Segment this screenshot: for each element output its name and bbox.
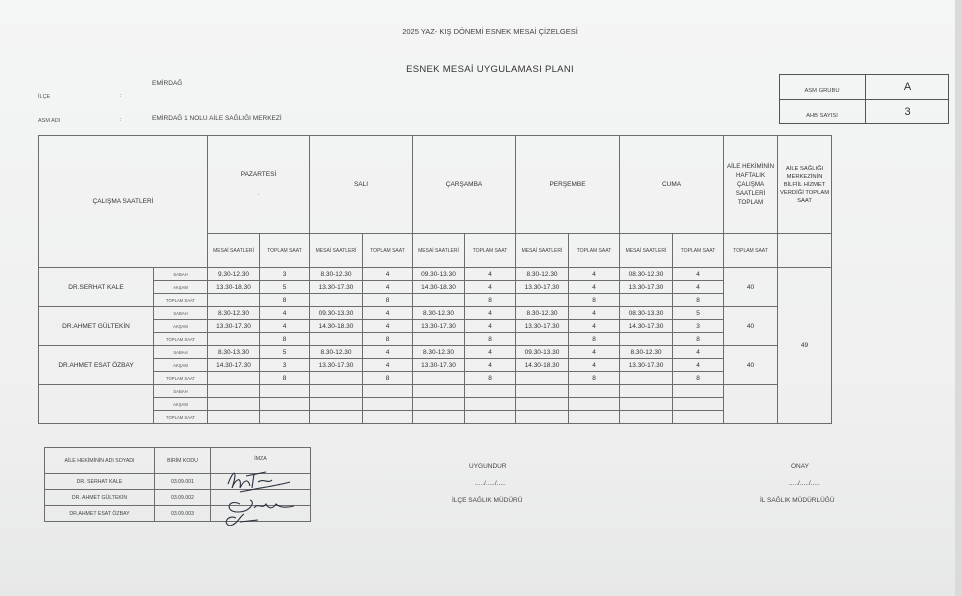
sig-header-name: AİLE HEKİMİNİN ADI SOYADI	[45, 448, 155, 474]
ilce-colon: :	[120, 93, 122, 99]
hours-count: 4	[673, 268, 724, 281]
day-total: 8	[260, 294, 310, 307]
mesai-hours: 8.30-12.30	[310, 268, 363, 281]
mesai-header: MESAİ SAATLERİ	[516, 234, 569, 268]
hours-count	[260, 385, 310, 398]
hours-count: 4	[465, 281, 516, 294]
sig-header-imza: İMZA	[211, 448, 311, 474]
day-total: 8	[465, 294, 516, 307]
day-total	[260, 411, 310, 424]
toplam-header: TOPLAM SAAT	[465, 234, 516, 268]
sig-header-code: BİRİM KODU	[155, 448, 211, 474]
day-total	[363, 411, 413, 424]
mesai-cell	[620, 372, 673, 385]
mesai-hours: 14.30-18.30	[413, 281, 465, 294]
weekly-total: 40	[724, 346, 778, 385]
hours-count	[363, 398, 413, 411]
hours-count: 3	[260, 268, 310, 281]
hours-count: 4	[465, 268, 516, 281]
asm-grubu-label: ASM GRUBU	[804, 88, 840, 94]
day-total: 8	[465, 372, 516, 385]
day-total	[569, 411, 620, 424]
doctor-name: DR.AHMET ESAT ÖZBAY	[39, 346, 154, 385]
day-header-persembe: PERŞEMBE	[516, 136, 620, 234]
ilce-mudur-label: İLÇE SAĞLIK MÜDÜRÜ	[452, 497, 523, 504]
hours-count: 4	[673, 359, 724, 372]
onay-label: ONAY	[791, 463, 809, 470]
hours-count: 5	[260, 346, 310, 359]
mesai-hours: 8.30-12.30	[310, 346, 363, 359]
mesai-hours: 14.30-17.30	[208, 359, 260, 372]
day-total: 8	[363, 333, 413, 346]
mesai-hours: 13.30-17.30	[310, 359, 363, 372]
sig-code: 03.09.003	[155, 506, 211, 522]
doctor-name: DR.SERHAT KALE	[39, 268, 154, 307]
mesai-hours: 9.30-12.30	[208, 268, 260, 281]
row-label-aksam: AKŞAM	[154, 398, 208, 411]
mesai-hours: 13.30-17.30	[516, 281, 569, 294]
mesai-header: MESAİ SAATLERİ	[208, 234, 260, 268]
uygundur-date: ...../...../.....	[475, 480, 506, 487]
hours-count: 4	[673, 281, 724, 294]
row-label-toplam: TOPLAM SAAT	[154, 411, 208, 424]
row-label-toplam: TOPLAM SAAT	[154, 294, 208, 307]
mesai-cell	[413, 333, 465, 346]
day-total: 8	[569, 372, 620, 385]
weekly-total	[724, 385, 778, 424]
day-total: 8	[673, 333, 724, 346]
day-header-cuma: CUMA	[620, 136, 724, 234]
ahb-value: 3	[865, 100, 949, 124]
handwritten-signatures	[210, 464, 310, 526]
mesai-cell	[413, 372, 465, 385]
mesai-cell	[208, 372, 260, 385]
weekly-toplam-header: TOPLAM SAAT	[724, 234, 778, 268]
hours-count: 4	[465, 346, 516, 359]
mesai-cell	[516, 333, 569, 346]
hours-count: 4	[569, 281, 620, 294]
group-box	[779, 74, 949, 124]
day-total: 8	[569, 294, 620, 307]
day-total: 8	[363, 372, 413, 385]
sig-code: 03.09.001	[155, 474, 211, 490]
weekly-total-header: AİLE HEKİMİNİN HAFTALIK ÇALIŞMA SAATLERİ TOPLAM	[724, 136, 778, 234]
hours-count: 4	[363, 320, 413, 333]
mesai-header: MESAİ SAATLERİ	[413, 234, 465, 268]
mesai-cell	[310, 294, 363, 307]
hours-count	[465, 385, 516, 398]
il-mudur-label: İL SAĞLIK MÜDÜRLÜĞÜ	[760, 497, 835, 504]
sig-name: DR.AHMET ESAT ÖZBAY	[45, 506, 155, 522]
sig-code: 03.09.002	[155, 490, 211, 506]
hours-count: 4	[569, 320, 620, 333]
mesai-hours: 8.30-12.30	[516, 268, 569, 281]
hours-count: 4	[569, 346, 620, 359]
hours-count: 5	[260, 281, 310, 294]
plan-title: ESNEK MESAİ UYGULAMASI PLANI	[406, 64, 574, 75]
row-label-aksam: AKŞAM	[154, 320, 208, 333]
hours-count: 4	[569, 268, 620, 281]
asm-total-blank	[778, 234, 832, 268]
onay-date: ...../...../.....	[789, 480, 820, 487]
mesai-hours	[208, 398, 260, 411]
mesai-hours: 8.30-13.30	[208, 346, 260, 359]
asm-value: EMİRDAĞ 1 NOLU AİLE SAĞLIĞI MERKEZİ	[152, 115, 282, 122]
day-header-sali: SALI	[310, 136, 413, 234]
mesai-hours: 13.30-17.30	[620, 359, 673, 372]
mesai-cell	[620, 411, 673, 424]
hours-count: 4	[260, 320, 310, 333]
day-label: PAZARTESİ	[240, 171, 277, 178]
hours-count: 4	[363, 281, 413, 294]
hours-count	[465, 398, 516, 411]
mesai-hours: 13.30-17.30	[516, 320, 569, 333]
mesai-hours: 09.30-13.30	[516, 346, 569, 359]
hours-count	[673, 398, 724, 411]
hours-count: 4	[673, 346, 724, 359]
hours-count: 5	[673, 307, 724, 320]
calisma-header: ÇALIŞMA SAATLERİ	[39, 136, 208, 268]
hours-count: 3	[673, 320, 724, 333]
row-label-sabah: SABAH	[154, 385, 208, 398]
mesai-hours	[310, 385, 363, 398]
hours-count: 4	[465, 359, 516, 372]
mesai-hours: 13.30-17.30	[208, 320, 260, 333]
hours-count: 4	[465, 320, 516, 333]
mesai-cell	[208, 333, 260, 346]
mesai-cell	[208, 411, 260, 424]
hours-count: 4	[569, 359, 620, 372]
row-label-sabah: SABAH	[154, 307, 208, 320]
mesai-hours: 13.30-17.30	[413, 320, 465, 333]
toplam-header: TOPLAM SAAT	[569, 234, 620, 268]
mesai-cell	[516, 294, 569, 307]
schedule-table	[38, 135, 832, 424]
hours-count	[569, 398, 620, 411]
doctor-name	[39, 385, 154, 424]
mesai-hours	[620, 385, 673, 398]
day-total: 8	[465, 333, 516, 346]
ilce-value: EMİRDAĞ	[152, 80, 183, 87]
mesai-hours: 14.30-18.30	[516, 359, 569, 372]
uygundur-label: UYGUNDUR	[469, 463, 507, 470]
toplam-header: TOPLAM SAAT	[673, 234, 724, 268]
mesai-hours: 8.30-12.30	[208, 307, 260, 320]
mesai-cell	[516, 411, 569, 424]
ilce-label: İLÇE	[38, 94, 51, 100]
mesai-hours: 14.30-18.30	[310, 320, 363, 333]
hours-count: 4	[363, 307, 413, 320]
hours-count: 4	[569, 307, 620, 320]
mesai-hours	[310, 398, 363, 411]
mesai-hours	[620, 398, 673, 411]
mesai-header: MESAİ SAATLERİ	[620, 234, 673, 268]
hours-count: 4	[465, 307, 516, 320]
mesai-hours: 09.30-13.30	[413, 268, 465, 281]
weekly-total: 40	[724, 307, 778, 346]
mesai-hours: 13.30-18.30	[208, 281, 260, 294]
toplam-header: TOPLAM SAAT	[363, 234, 413, 268]
mesai-hours: 8.30-12.30	[620, 346, 673, 359]
day-header-carsamba: ÇARŞAMBA	[413, 136, 516, 234]
hours-count: 4	[363, 346, 413, 359]
mesai-hours: 08.30-13.30	[620, 307, 673, 320]
period-title: 2025 YAZ- KIŞ DÖNEMİ ESNEK MESAİ ÇİZELGESİ	[402, 27, 578, 36]
day-header-pazartesi	[208, 136, 310, 234]
mesai-cell	[413, 294, 465, 307]
mesai-cell	[516, 372, 569, 385]
mesai-cell	[620, 294, 673, 307]
asm-label: ASM ADI	[38, 118, 61, 124]
day-total: 8	[673, 372, 724, 385]
mesai-cell	[413, 411, 465, 424]
ahb-label: AHB SAYISI	[806, 113, 838, 119]
mesai-cell	[208, 294, 260, 307]
mesai-cell	[310, 372, 363, 385]
mesai-hours: 8.30-12.30	[516, 307, 569, 320]
hours-count	[363, 385, 413, 398]
day-total: 8	[260, 372, 310, 385]
toplam-header: TOPLAM SAAT	[260, 234, 310, 268]
mesai-header: MESAİ SAATLERİ	[310, 234, 363, 268]
mesai-hours	[413, 398, 465, 411]
mesai-hours: 08.30-12.30	[620, 268, 673, 281]
row-label-sabah: SABAH	[154, 346, 208, 359]
sig-name: DR. SERHAT KALE	[45, 474, 155, 490]
hours-count: 4	[363, 268, 413, 281]
hours-count	[673, 385, 724, 398]
hours-count: 4	[363, 359, 413, 372]
mesai-hours: 14.30-17.30	[620, 320, 673, 333]
row-label-aksam: AKŞAM	[154, 359, 208, 372]
weekly-total: 40	[724, 268, 778, 307]
hours-count	[569, 385, 620, 398]
day-total	[673, 411, 724, 424]
mesai-hours	[413, 385, 465, 398]
row-label-aksam: AKŞAM	[154, 281, 208, 294]
mesai-cell	[620, 333, 673, 346]
day-dot: ·	[257, 192, 260, 198]
asm-grubu-value: A	[865, 75, 949, 99]
mesai-hours	[516, 398, 569, 411]
asm-colon: :	[120, 117, 122, 123]
day-total: 8	[363, 294, 413, 307]
sig-name: DR. AHMET GÜLTEKİN	[45, 490, 155, 506]
row-label-toplam: TOPLAM SAAT	[154, 372, 208, 385]
hours-count	[260, 398, 310, 411]
mesai-hours: 13.30-17.30	[620, 281, 673, 294]
day-total: 8	[673, 294, 724, 307]
day-total: 8	[260, 333, 310, 346]
day-total	[465, 411, 516, 424]
asm-total-value: 49	[778, 268, 832, 424]
mesai-hours	[208, 385, 260, 398]
mesai-hours: 09.30-13.30	[310, 307, 363, 320]
mesai-hours: 13.30-17.30	[413, 359, 465, 372]
mesai-hours	[516, 385, 569, 398]
page-edge	[955, 0, 962, 596]
row-label-sabah: SABAH	[154, 268, 208, 281]
mesai-hours: 8.30-12.30	[413, 307, 465, 320]
mesai-hours: 13.30-17.30	[310, 281, 363, 294]
hours-count: 3	[260, 359, 310, 372]
mesai-cell	[310, 411, 363, 424]
hours-count: 4	[260, 307, 310, 320]
asm-total-header: AİLE SAĞLIĞI MERKEZİNİN BİLFİİL HİZMET VERDİĞİ TOPLAM SAAT	[778, 136, 832, 234]
mesai-hours: 8.30-12.30	[413, 346, 465, 359]
day-total: 8	[569, 333, 620, 346]
doctor-name: DR.AHMET GÜLTEKİN	[39, 307, 154, 346]
row-label-toplam: TOPLAM SAAT	[154, 333, 208, 346]
mesai-cell	[310, 333, 363, 346]
